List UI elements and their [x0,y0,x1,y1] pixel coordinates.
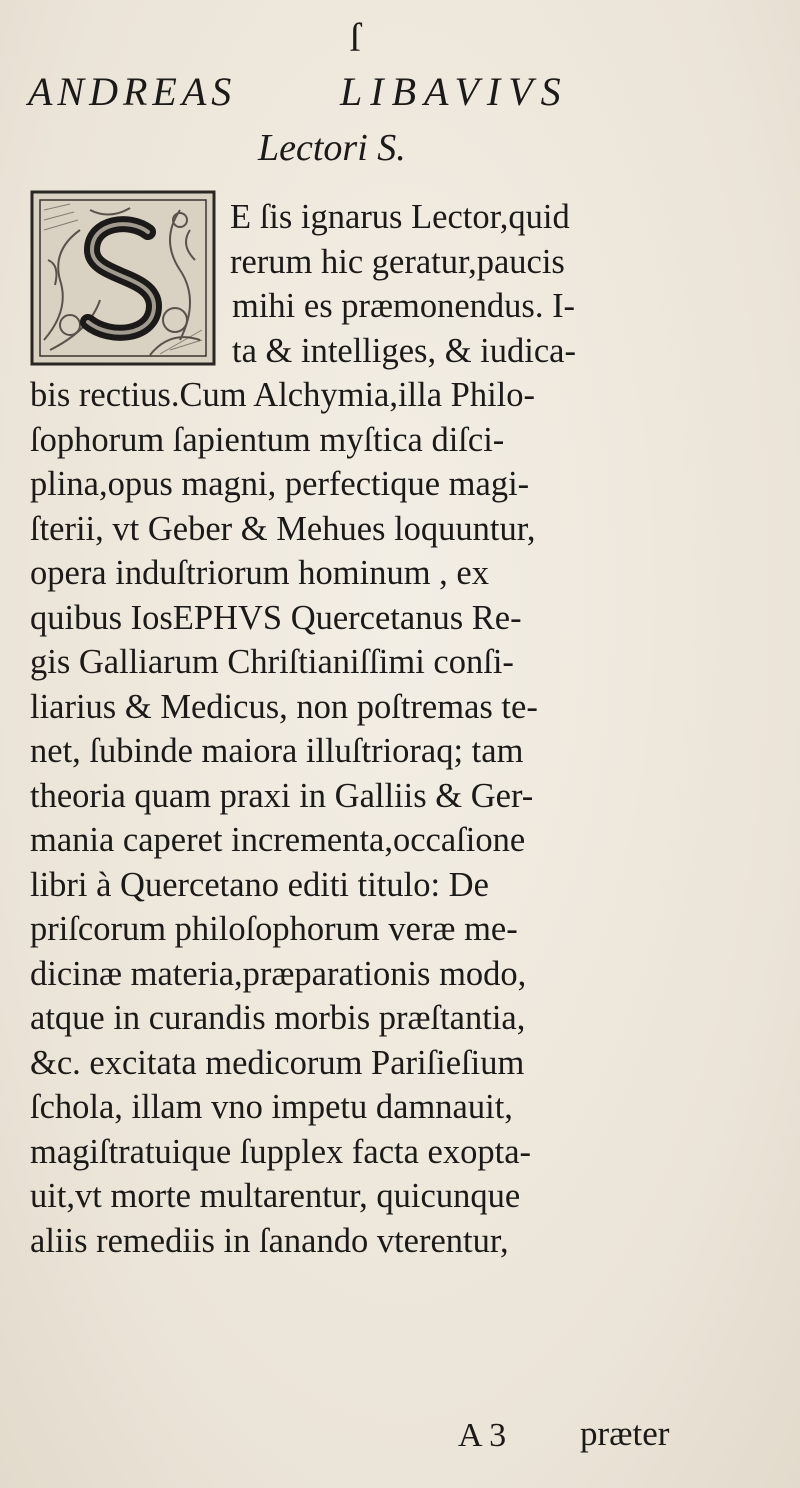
text-line-6: ſophorum ſapientum myſtica diſci- [30,420,505,459]
subheading: Lectori S. [258,127,406,169]
text-line-10: quibus IosEPHVS Quercetanus Re- [30,598,522,637]
text-line-5: bis rectius.Cum Alchymia,illa Philo- [30,376,536,414]
text-line-1: E ſis ignarus Lector,quid [230,198,570,236]
catchword: præter [580,1414,670,1453]
text-line-12: liarius & Medicus, non poſtremas te- [30,687,538,726]
text-line-13: net, ſubinde maiora illuſtrioraq; tam [30,732,524,770]
heading-author-last-name: LIBAVIVS [340,69,569,114]
text-line-17: priſcorum philoſophorum veræ me- [30,910,518,948]
text-line-24: aliis remediis in ſanando vterentur, [30,1221,509,1260]
text-line-14: theoria quam praxi in Galliis & Ger- [30,776,534,815]
text-line-20: &c. excitata medicorum Pariſieſium [30,1043,525,1082]
decorated-initial-s-icon [30,190,216,366]
heading-author-first-name: ANDREAS [28,69,237,114]
text-line-16: libri à Quercetano editi titulo: De [30,865,489,904]
text-line-2: rerum hic geratur,paucis [230,242,565,281]
text-line-23: uit,vt morte multarentur, quicunque [30,1177,521,1215]
text-line-19: atque in curandis morbis præſtantia, [30,999,526,1037]
text-line-21: ſchola, illam vno impetu damnauit, [30,1088,513,1126]
text-line-15: mania caperet incrementa,occaſione [30,821,526,859]
text-line-9: opera induſtriorum hominum , ex [30,554,489,592]
text-line-7: plina,opus magni, perfectique magi- [30,465,530,503]
text-line-11: gis Galliarum Chriſtianiſſimi conſi- [30,643,514,681]
text-line-22: magiſtratuique ſupplex facta exopta- [30,1132,532,1171]
signature-marking: A 3 [458,1417,507,1454]
text-line-8: ſterii, vt Geber & Mehues loquuntur, [30,509,536,548]
text-line-3: mihi es præmonendus. I- [232,287,576,325]
text-line-18: dicinæ materia,præparationis modo, [30,954,527,993]
text-line-4: ta & intelliges, & iudica- [232,331,576,370]
signature-mark: ſ [349,15,361,60]
